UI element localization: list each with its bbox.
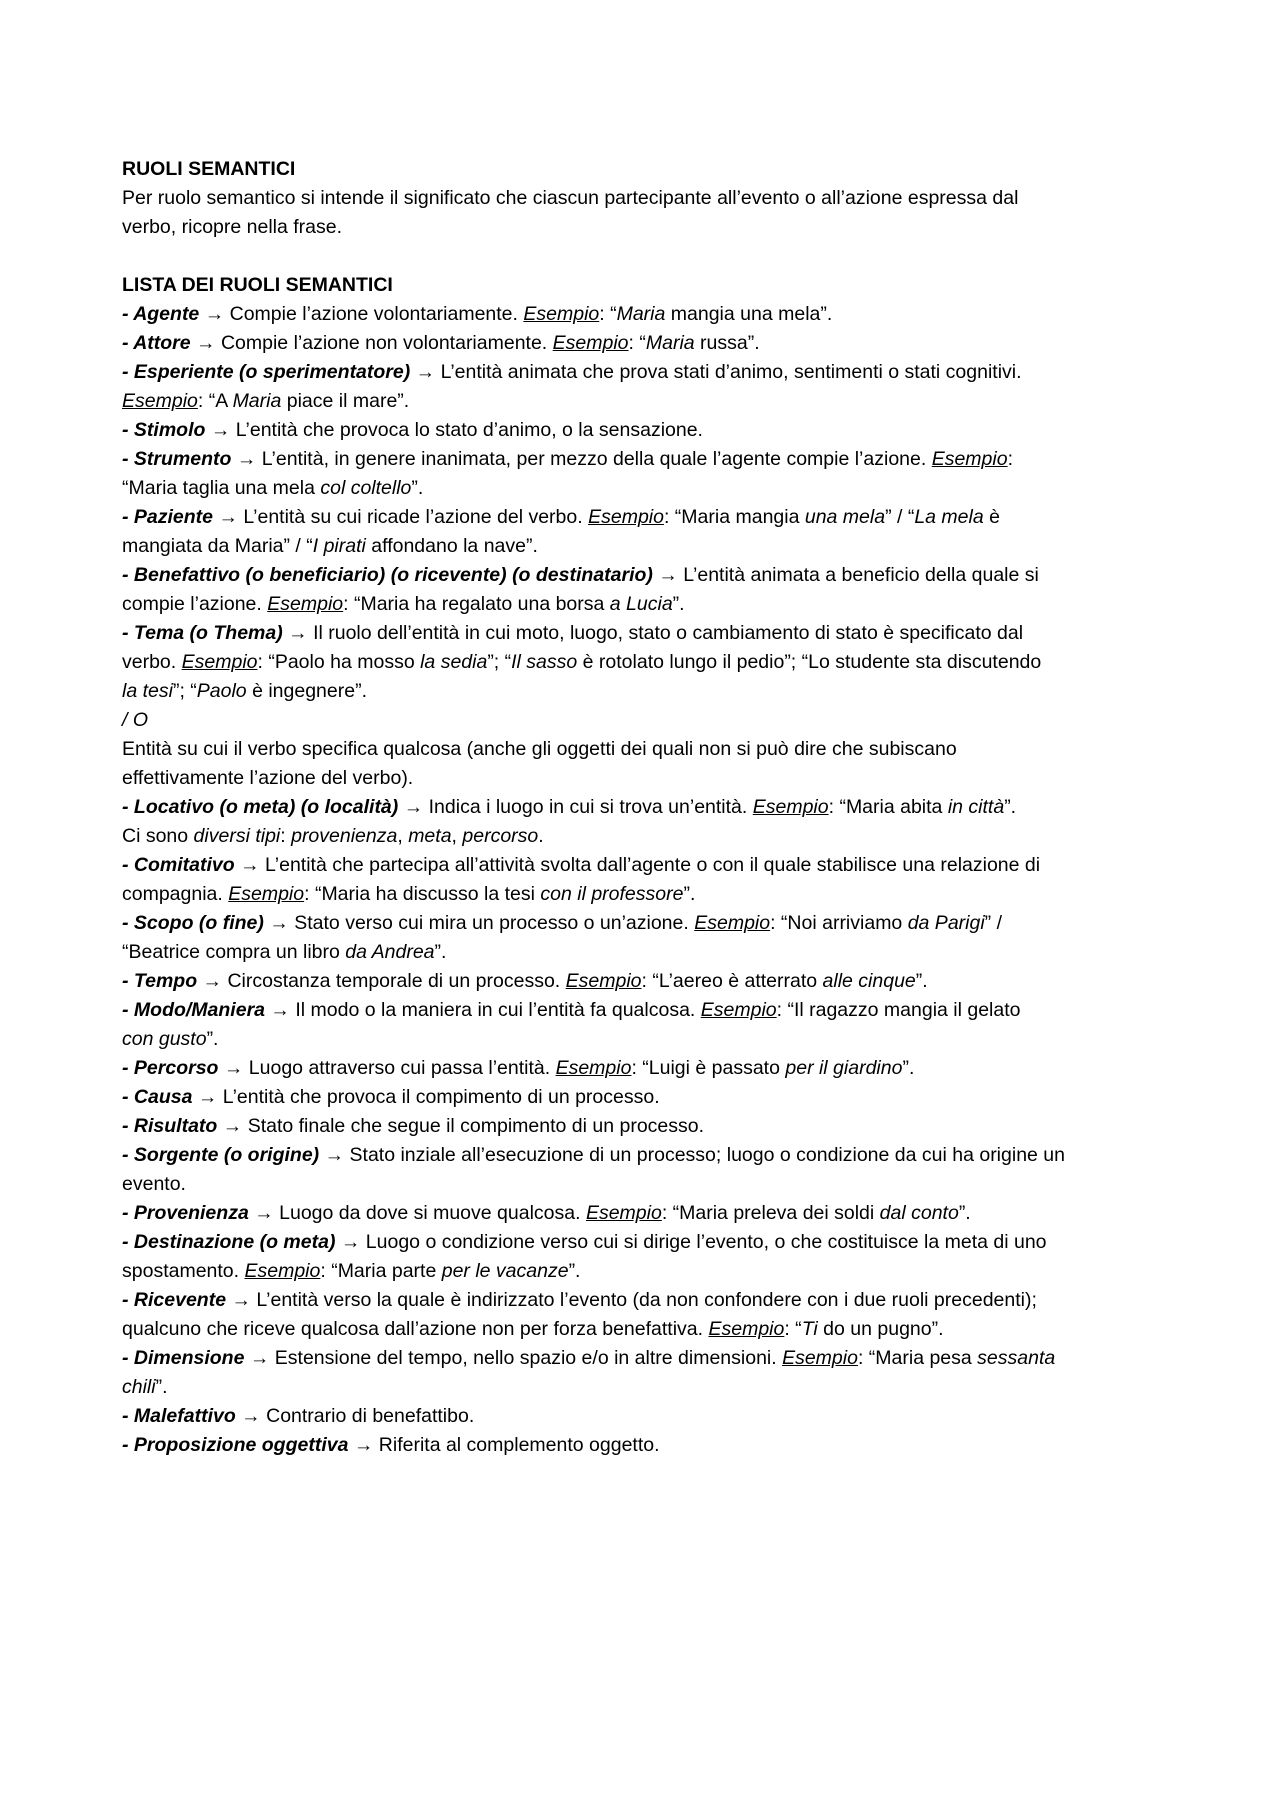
- text: : “A: [197, 390, 233, 412]
- italic-text: la sedia: [420, 651, 488, 673]
- text-line: [122, 1286, 1167, 1315]
- text: ” /: [984, 912, 1003, 934]
- text: Estensione del tempo, nello spazio e/o in altre dimensioni.: [274, 1347, 783, 1369]
- text: ”.: [568, 1260, 581, 1282]
- text-line: [122, 387, 1167, 416]
- text: L’entità animata che prova stati d’animo, sentimenti o stati cognitivi.: [440, 361, 1022, 383]
- text: : “Paolo ha mosso: [257, 651, 421, 673]
- text-line: [122, 474, 1167, 503]
- text: : “Maria abita: [828, 796, 948, 818]
- document-block: [122, 793, 1167, 851]
- example-label: Esempio: [588, 506, 664, 528]
- text: : “: [599, 303, 617, 325]
- text-line: [122, 1112, 1167, 1141]
- text: Contrario di benefattibo.: [266, 1405, 475, 1427]
- text: ”.: [206, 1028, 219, 1050]
- text: “Maria taglia una mela: [122, 477, 321, 499]
- document-block: [122, 271, 1167, 300]
- text: ”.: [411, 477, 424, 499]
- term-label: - Strumento: [122, 448, 232, 470]
- text-line: [122, 561, 1167, 590]
- text: piace il mare”.: [281, 390, 410, 412]
- blank-line: [122, 242, 1167, 271]
- text-line: [122, 880, 1167, 909]
- italic-text: con gusto: [122, 1028, 207, 1050]
- italic-text: percorso: [462, 825, 539, 847]
- document-block: [122, 1431, 1167, 1460]
- text: : “: [784, 1318, 802, 1340]
- text: Stato inziale all’esecuzione di un processo; luogo o condizione da cui ha origine un: [349, 1144, 1065, 1166]
- text-line: [122, 648, 1167, 677]
- bold-text: →: [248, 1202, 280, 1224]
- example-label: Esempio: [181, 651, 258, 673]
- text-line: [122, 1170, 1167, 1199]
- term-label: - Scopo (o fine): [122, 912, 264, 934]
- text-line: [122, 416, 1167, 445]
- text: :: [280, 825, 292, 847]
- italic-text: Ti: [801, 1318, 818, 1340]
- text: : “Noi arriviamo: [770, 912, 908, 934]
- document-block: [122, 1054, 1167, 1083]
- italic-text: la tesi: [122, 680, 173, 702]
- example-label: Esempio: [585, 1202, 662, 1224]
- intro-section: [122, 155, 1167, 242]
- bold-text: LISTA DEI RUOLI SEMANTICI: [122, 274, 393, 296]
- text-line: [122, 184, 1167, 213]
- document-block: [122, 1083, 1167, 1112]
- italic-text: col coltello: [320, 477, 412, 499]
- document-block: [122, 503, 1167, 561]
- text-line: [122, 1228, 1167, 1257]
- text: L’entità verso la quale è indirizzato l’evento (da non confondere con i due ruoli precedenti);: [256, 1289, 1037, 1311]
- term-label: - Causa: [122, 1086, 193, 1108]
- text: Per ruolo semantico si intende il significato che ciascun partecipante all’evento o all’azione espressa dal: [122, 187, 1019, 209]
- text-line: [122, 1257, 1167, 1286]
- italic-text: per le vacanze: [441, 1260, 569, 1282]
- term-label: - Provenienza: [122, 1202, 249, 1224]
- italic-text: Il sasso: [511, 651, 578, 673]
- document-block: [122, 1228, 1167, 1286]
- text: russa”.: [694, 332, 760, 354]
- term-label: - Tempo: [122, 970, 198, 992]
- text: Entità su cui il verbo specifica qualcosa (anche gli oggetti dei quali non si può dire che subiscano: [122, 738, 957, 760]
- italic-text: da Andrea: [345, 941, 435, 963]
- term-label: - Sorgente (o origine): [122, 1144, 320, 1166]
- bold-text: →: [348, 1434, 379, 1456]
- text-line: [122, 1344, 1167, 1373]
- text-line: [122, 213, 1167, 242]
- bold-text: →: [190, 332, 221, 354]
- text: ”.: [1004, 796, 1017, 818]
- document-page: [122, 155, 1167, 1460]
- italic-text: meta: [408, 825, 452, 847]
- term-label: - Modo/Maniera: [122, 999, 266, 1021]
- text: Compie l’azione volontariamente.: [229, 303, 524, 325]
- document-block: [122, 1286, 1167, 1344]
- term-label: - Locativo (o meta) (o località): [122, 796, 399, 818]
- text-line: [122, 619, 1167, 648]
- example-label: Esempio: [752, 796, 829, 818]
- text: “Beatrice compra un libro: [122, 941, 346, 963]
- italic-text: / O: [122, 709, 149, 731]
- text-line: [122, 1141, 1167, 1170]
- text: Indica i luogo in cui si trova un’entità.: [428, 796, 753, 818]
- example-label: Esempio: [931, 448, 1008, 470]
- example-label: Esempio: [782, 1347, 858, 1369]
- text: ”.: [683, 883, 696, 905]
- bold-text: →: [226, 1289, 257, 1311]
- text: : “Maria ha regalato una borsa: [343, 593, 610, 615]
- text: Stato verso cui mira un processo o un’azione.: [294, 912, 695, 934]
- text: Luogo da dove si muove qualcosa.: [279, 1202, 586, 1224]
- document-block: [122, 1141, 1167, 1199]
- italic-text: Maria: [616, 303, 666, 325]
- italic-text: sessanta: [977, 1347, 1056, 1369]
- text-line: [122, 445, 1167, 474]
- term-label: - Stimolo: [122, 419, 206, 441]
- italic-text: alle cinque: [822, 970, 916, 992]
- text: ”.: [155, 1376, 168, 1398]
- term-label: - Benefattivo (o beneficiario) (o ricevente) (o destinatario): [122, 564, 653, 586]
- example-label: Esempio: [244, 1260, 321, 1282]
- text-line: [122, 1083, 1167, 1112]
- bold-text: →: [263, 912, 295, 934]
- text: Riferita al complemento oggetto.: [378, 1434, 660, 1456]
- text: è ingegnere”.: [246, 680, 367, 702]
- text: ,: [451, 825, 463, 847]
- text-line: [122, 909, 1167, 938]
- bold-text: →: [217, 1115, 248, 1137]
- text: ”; “: [487, 651, 512, 673]
- bold-text: →: [197, 970, 228, 992]
- text-line: [122, 793, 1167, 822]
- example-label: Esempio: [555, 1057, 632, 1079]
- example-label: Esempio: [565, 970, 642, 992]
- text: Stato finale che segue il compimento di un processo.: [247, 1115, 705, 1137]
- text: : “L’aereo è atterrato: [641, 970, 823, 992]
- text-line: [122, 1025, 1167, 1054]
- text: L’entità che provoca il compimento di un processo.: [222, 1086, 660, 1108]
- text: ”.: [672, 593, 685, 615]
- text: : “Maria mangia: [663, 506, 805, 528]
- example-label: Esempio: [122, 390, 198, 412]
- text: L’entità che partecipa all’attività svolta dall’agente o con il quale stabilisce una relazione di: [265, 854, 1041, 876]
- italic-text: Paolo: [196, 680, 247, 702]
- text-line: [122, 300, 1167, 329]
- document-block: [122, 445, 1167, 503]
- text-line: [122, 996, 1167, 1025]
- text: L’entità animata a beneficio della quale si: [683, 564, 1039, 586]
- text: ”; “: [172, 680, 197, 702]
- text: : “Maria pesa: [857, 1347, 978, 1369]
- text: affondano la nave”.: [365, 535, 538, 557]
- text: mangiata da Maria” / “: [122, 535, 313, 557]
- term-label: - Agente: [122, 303, 200, 325]
- term-label: - Destinazione (o meta): [122, 1231, 336, 1253]
- text-line: [122, 1199, 1167, 1228]
- text: evento.: [122, 1173, 186, 1195]
- text-line: [122, 503, 1167, 532]
- bold-text: →: [192, 1086, 223, 1108]
- text-line: [122, 1431, 1167, 1460]
- italic-text: a Lucia: [609, 593, 673, 615]
- text-line: [122, 271, 1167, 300]
- term-label: - Tema (o Thema): [122, 622, 283, 644]
- text: spostamento.: [122, 1260, 245, 1282]
- text-line: [122, 329, 1167, 358]
- bold-text: RUOLI SEMANTICI: [122, 158, 296, 180]
- bold-text: →: [335, 1231, 366, 1253]
- text: : “Luigi è passato: [631, 1057, 786, 1079]
- document-block: [122, 1199, 1167, 1228]
- document-block: [122, 851, 1167, 909]
- italic-text: dal conto: [879, 1202, 959, 1224]
- bold-text: →: [244, 1347, 275, 1369]
- term-label: - Proposizione oggettiva: [122, 1434, 349, 1456]
- document-block: [122, 619, 1167, 793]
- italic-text: in città: [947, 796, 1005, 818]
- document-block: [122, 909, 1167, 967]
- italic-text: La mela: [914, 506, 984, 528]
- text: .: [538, 825, 544, 847]
- bold-text: →: [319, 1144, 350, 1166]
- text: L’entità che provoca lo stato d’animo, o la sensazione.: [235, 419, 703, 441]
- document-block: [122, 1402, 1167, 1431]
- document-block: [122, 300, 1167, 329]
- text-line: [122, 590, 1167, 619]
- document-block: [122, 1112, 1167, 1141]
- text: ”.: [915, 970, 928, 992]
- bold-text: →: [231, 448, 262, 470]
- text: L’entità, in genere inanimata, per mezzo della quale l’agente compie l’azione.: [261, 448, 932, 470]
- text: compie l’azione.: [122, 593, 268, 615]
- bold-text: →: [652, 564, 684, 586]
- text: Luogo o condizione verso cui si dirige l’evento, o che costituisce la meta di uno: [365, 1231, 1047, 1253]
- example-label: Esempio: [694, 912, 771, 934]
- text: ,: [397, 825, 409, 847]
- example-label: Esempio: [523, 303, 600, 325]
- italic-text: per il giardino: [785, 1057, 903, 1079]
- bold-text: →: [265, 999, 296, 1021]
- text-line: [122, 358, 1167, 387]
- term-label: - Risultato: [122, 1115, 218, 1137]
- text-line: [122, 1402, 1167, 1431]
- text-line: [122, 938, 1167, 967]
- term-label: - Malefattivo: [122, 1405, 236, 1427]
- text: Luogo attraverso cui passa l’entità.: [248, 1057, 556, 1079]
- document-block: [122, 329, 1167, 358]
- bold-text: →: [218, 1057, 249, 1079]
- text-line: [122, 677, 1167, 706]
- text-line: [122, 967, 1167, 996]
- bold-text: →: [410, 361, 441, 383]
- text-line: [122, 1373, 1167, 1402]
- italic-text: I pirati: [312, 535, 366, 557]
- bold-text: →: [235, 1405, 267, 1427]
- term-label: - Attore: [122, 332, 191, 354]
- term-label: - Esperiente (o sperimentatore): [122, 361, 411, 383]
- document-block: [122, 358, 1167, 416]
- document-block: [122, 996, 1167, 1054]
- text: Circostanza temporale di un processo.: [227, 970, 566, 992]
- italic-text: provenienza: [291, 825, 398, 847]
- text: Compie l’azione non volontariamente.: [220, 332, 553, 354]
- italic-text: da Parigi: [907, 912, 985, 934]
- text: effettivamente l’azione del verbo).: [122, 767, 414, 789]
- example-label: Esempio: [228, 883, 305, 905]
- bold-text: →: [282, 622, 314, 644]
- text: : “: [628, 332, 646, 354]
- text-line: [122, 851, 1167, 880]
- text: compagnia.: [122, 883, 229, 905]
- text-line: [122, 155, 1167, 184]
- bold-text: →: [234, 854, 266, 876]
- italic-text: con il professore: [540, 883, 684, 905]
- bold-text: →: [398, 796, 429, 818]
- italic-text: diversi tipi: [193, 825, 281, 847]
- example-label: Esempio: [708, 1318, 785, 1340]
- document-block: [122, 561, 1167, 619]
- text: verbo, ricopre nella frase.: [122, 216, 343, 238]
- text: verbo.: [122, 651, 182, 673]
- text: ”.: [434, 941, 447, 963]
- bold-text: →: [205, 419, 236, 441]
- text-line: [122, 706, 1167, 735]
- text: Ci sono: [122, 825, 194, 847]
- text: : “Maria parte: [320, 1260, 442, 1282]
- term-label: - Ricevente: [122, 1289, 227, 1311]
- term-label: - Comitativo: [122, 854, 235, 876]
- text: mangia una mela”.: [665, 303, 833, 325]
- text: : “Maria preleva dei soldi: [661, 1202, 880, 1224]
- document-block: [122, 1344, 1167, 1402]
- text: ”.: [958, 1202, 971, 1224]
- bold-text: →: [213, 506, 244, 528]
- text-line: [122, 1315, 1167, 1344]
- document-block: [122, 416, 1167, 445]
- example-label: Esempio: [552, 332, 629, 354]
- text: ” / “: [885, 506, 915, 528]
- text-line: [122, 1054, 1167, 1083]
- italic-text: chili: [122, 1376, 156, 1398]
- text: è: [983, 506, 1000, 528]
- text-line: [122, 822, 1167, 851]
- term-label: - Percorso: [122, 1057, 219, 1079]
- text: qualcuno che riceve qualcosa dall’azione non per forza benefattiva.: [122, 1318, 709, 1340]
- text-line: [122, 764, 1167, 793]
- term-label: - Paziente: [122, 506, 214, 528]
- italic-text: Maria: [232, 390, 282, 412]
- example-label: Esempio: [700, 999, 777, 1021]
- text: Il ruolo dell’entità in cui moto, luogo, stato o cambiamento di stato è specificato dal: [313, 622, 1024, 644]
- text-line: [122, 735, 1167, 764]
- italic-text: una mela: [804, 506, 886, 528]
- document-block: [122, 967, 1167, 996]
- text: L’entità su cui ricade l’azione del verbo.: [243, 506, 589, 528]
- text: ”.: [902, 1057, 915, 1079]
- example-label: Esempio: [267, 593, 344, 615]
- text: :: [1007, 448, 1013, 470]
- text: è rotolato lungo il pedio”; “Lo studente sta discutendo: [577, 651, 1042, 673]
- text: : “Maria ha discusso la tesi: [304, 883, 541, 905]
- text: : “Il ragazzo mangia il gelato: [776, 999, 1021, 1021]
- text: Il modo o la maniera in cui l’entità fa qualcosa.: [295, 999, 701, 1021]
- bold-text: →: [199, 303, 230, 325]
- text: do un pugno”.: [817, 1318, 944, 1340]
- italic-text: Maria: [645, 332, 695, 354]
- text-line: [122, 532, 1167, 561]
- term-label: - Dimensione: [122, 1347, 245, 1369]
